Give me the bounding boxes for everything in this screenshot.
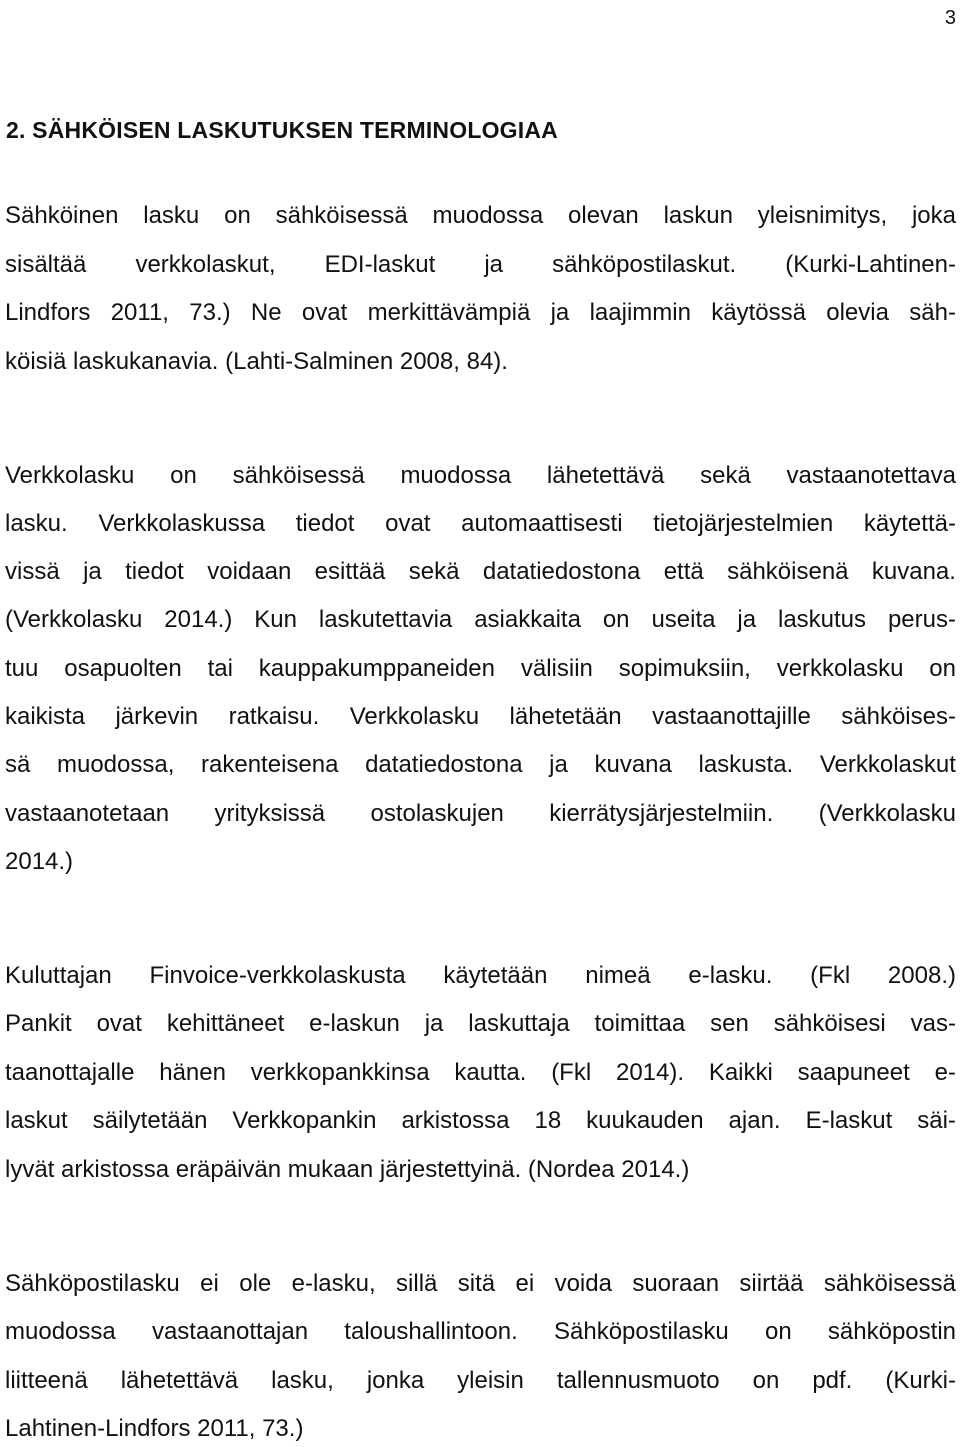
paragraph-line: (Verkkolasku 2014.) Kun laskutettavia asiakkaita on useita ja laskutus perus-	[5, 606, 956, 633]
section-heading: 2. SÄHKÖISEN LASKUTUKSEN TERMINOLOGIAA	[6, 117, 558, 143]
paragraph-line: taanottajalle hänen verkkopankkinsa kautta. (Fkl 2014). Kaikki saapuneet e-	[5, 1059, 956, 1086]
paragraph-line: laskut säilytetään Verkkopankin arkistossa 18 kuukauden ajan. E-laskut säi-	[5, 1107, 956, 1134]
paragraph-line: Lindfors 2011, 73.) Ne ovat merkittävämpiä ja laajimmin käytössä olevia säh-	[5, 299, 956, 326]
paragraph-line: Lahtinen-Lindfors 2011, 73.)	[5, 1415, 304, 1442]
paragraph-line: sä muodossa, rakenteisena datatiedostona ja kuvana laskusta. Verkkolaskut	[5, 751, 956, 778]
paragraph-line: liitteenä lähetettävä lasku, jonka yleisin tallennusmuoto on pdf. (Kurki-	[5, 1367, 956, 1394]
paragraph-line: muodossa vastaanottajan taloushallintoon. Sähköpostilasku on sähköpostin	[5, 1318, 956, 1345]
paragraph-line: kaikista järkevin ratkaisu. Verkkolasku lähetetään vastaanottajille sähköises-	[5, 703, 956, 730]
paragraph-line: köisiä laskukanavia. (Lahti-Salminen 2008, 84).	[5, 348, 508, 375]
paragraph-line: lyvät arkistossa eräpäivän mukaan järjestettyinä. (Nordea 2014.)	[5, 1156, 690, 1183]
paragraph-line: lasku. Verkkolaskussa tiedot ovat automaattisesti tietojärjestelmien käytettä-	[5, 510, 956, 537]
paragraph-line: Sähköinen lasku on sähköisessä muodossa olevan laskun yleisnimitys, joka	[5, 202, 956, 229]
page-number: 3	[944, 7, 956, 29]
paragraph-line: vissä ja tiedot voidaan esittää sekä datatiedostona että sähköisenä kuvana.	[5, 558, 956, 585]
paragraph-line: vastaanotetaan yrityksissä ostolaskujen kierrätysjärjestelmiin. (Verkkolasku	[5, 800, 956, 827]
paragraph-line: Pankit ovat kehittäneet e-laskun ja laskuttaja toimittaa sen sähköisesi vas-	[5, 1010, 956, 1037]
paragraph-line: Verkkolasku on sähköisessä muodossa lähetettävä sekä vastaanotettava	[5, 462, 956, 489]
paragraph-line: Sähköpostilasku ei ole e-lasku, sillä sitä ei voida suoraan siirtää sähköisessä	[5, 1270, 956, 1297]
paragraph-line: 2014.)	[5, 848, 74, 875]
paragraph-line: tuu osapuolten tai kauppakumppaneiden välisiin sopimuksiin, verkkolasku on	[5, 655, 956, 682]
paragraph-line: sisältää verkkolaskut, EDI-laskut ja sähköpostilaskut. (Kurki-Lahtinen-	[5, 251, 956, 278]
paragraph-line: Kuluttajan Finvoice-verkkolaskusta käytetään nimeä e-lasku. (Fkl 2008.)	[5, 962, 956, 989]
